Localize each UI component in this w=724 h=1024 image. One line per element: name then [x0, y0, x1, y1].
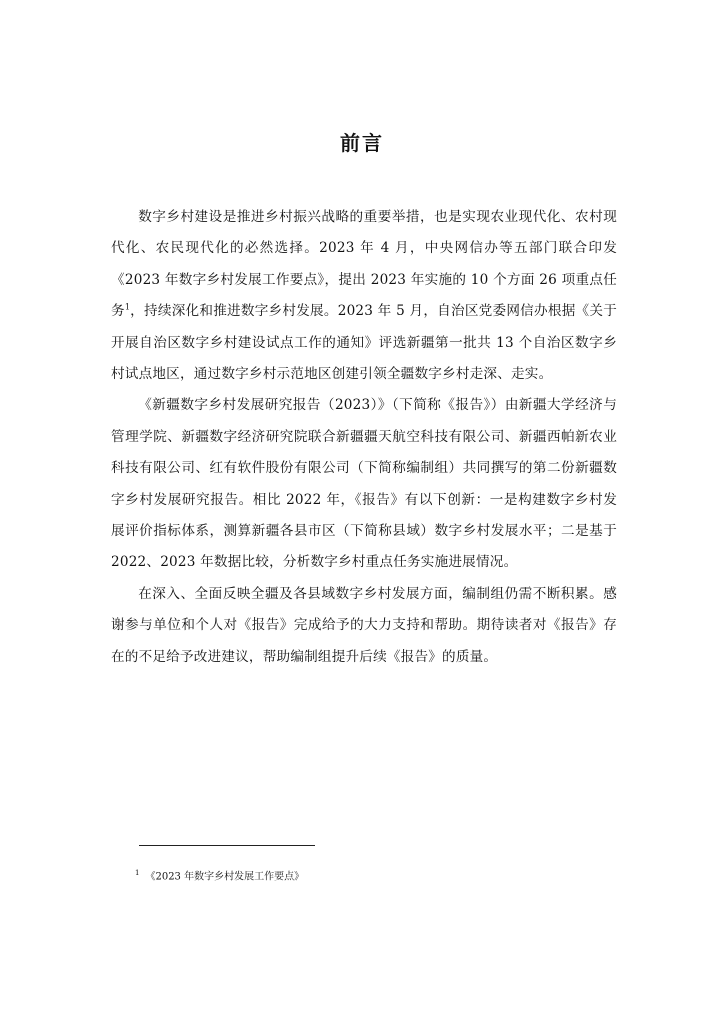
paragraph-1	[111, 202, 617, 390]
preface-body	[111, 202, 617, 673]
paragraph-1-text-after: ，持续深化和推进数字乡村发展。2023 年 5 月，自治区党委网信办根据《关于开展自治区数字乡村建设试点工作的通知》评选新疆第一批共 13 个自治区数字乡村试点地区，通过数字乡村示范地区创建引领全疆数字乡村走深、走实。	[111, 303, 617, 383]
paragraph-3: 在深入、全面反映全疆及各县域数字乡村发展方面，编制组仍需不断积累。感谢参与单位和个人对《报告》完成给予的大力支持和帮助。期待读者对《报告》存在的不足给予改进建议，帮助编制组提升后续《报告》的质量。	[111, 585, 617, 665]
footnote-mark: 1	[135, 869, 140, 877]
footnote-text: 《2023 年数字乡村发展工作要点》	[145, 871, 305, 883]
footnote	[135, 866, 304, 884]
footnote-divider	[139, 845, 315, 846]
page-title: 前言	[340, 131, 384, 155]
paragraph-1-text-before: 数字乡村建设是推进乡村振兴战略的重要举措，也是实现农业现代化、农村现代化、农民现代化的必然选择。2023 年 4 月，中央网信办等五部门联合印发《2023 年数字乡村发展工作要点》，提出 2023 年实施的 10 个方面 26 项重点任务	[111, 209, 617, 320]
paragraph-2: 《新疆数字乡村发展研究报告（2023）》（下简称《报告》）由新疆大学经济与管理学院、新疆数字经济研究院联合新疆疆天航空科技有限公司、新疆西帕新农业科技有限公司、红有软件股份有限公司（下简称编制组）共同撰写的第二份新疆数字乡村发展研究报告。相比 2022 年，《报告》有以下创新：一是构建数字乡村发展评价指标体系，测算新疆各县市区（下简称县域）数字乡村发展水平；二是基于 2022、2023 年数据比较，分析数字乡村重点任务实施进展情况。	[111, 397, 617, 571]
footnote-reference[interactable]: 1	[124, 302, 131, 312]
